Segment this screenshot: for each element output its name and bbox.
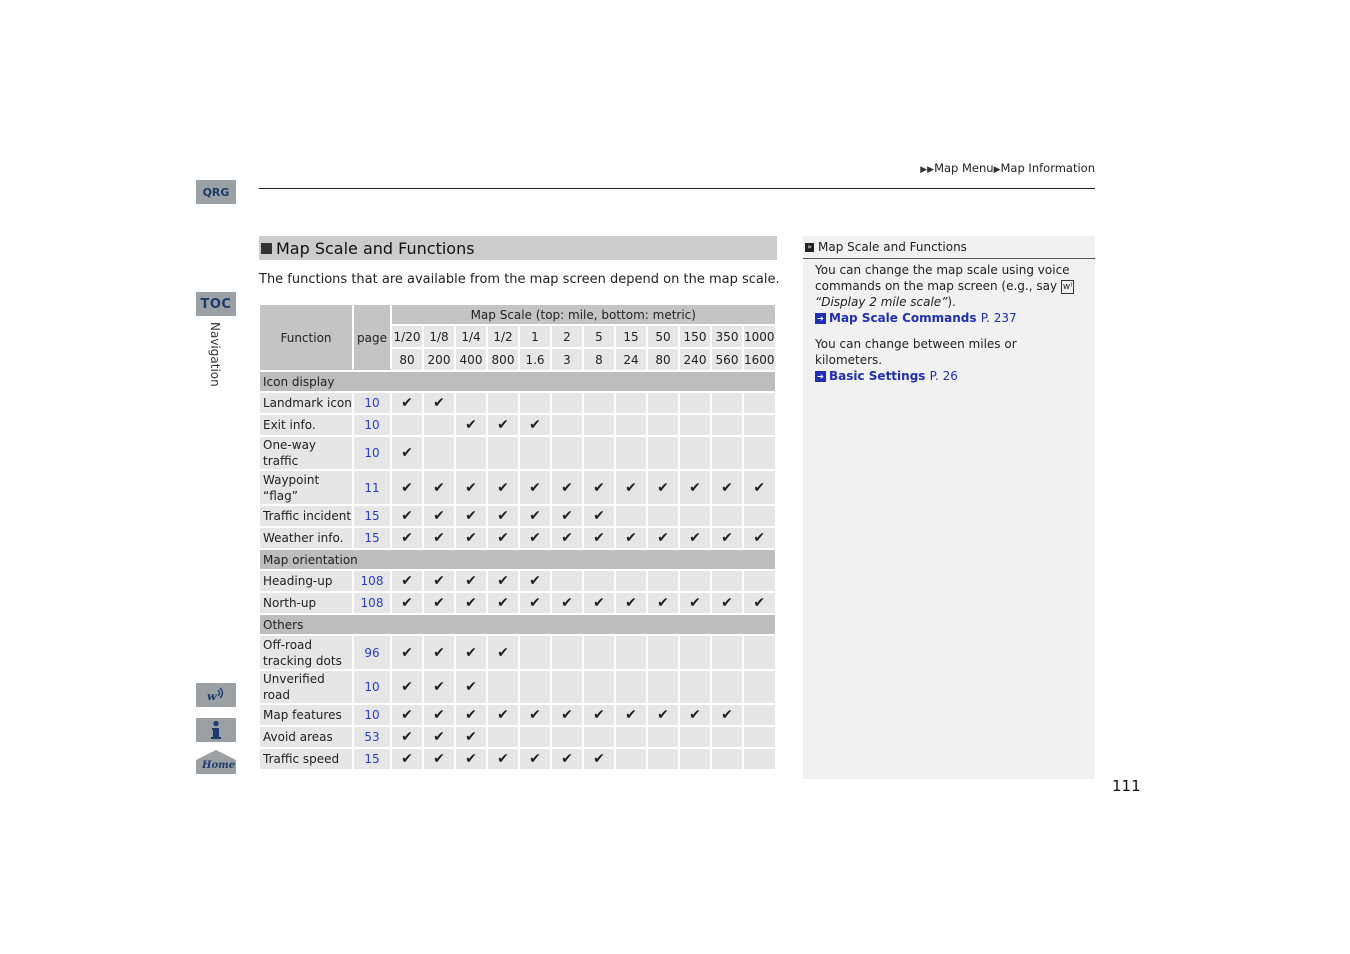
breadcrumb-arrow-icon: ▶ <box>993 165 1001 175</box>
function-name: North-up <box>260 593 352 613</box>
check-icon: ✔ <box>680 471 710 504</box>
check-icon: ✔ <box>520 705 550 725</box>
check-icon: ✔ <box>712 471 742 504</box>
empty-cell <box>712 415 742 435</box>
check-icon: ✔ <box>456 671 486 703</box>
link-arrow-icon: ➔ <box>815 313 826 324</box>
empty-cell <box>712 393 742 413</box>
check-icon: ✔ <box>424 727 454 747</box>
empty-cell <box>552 437 582 469</box>
breadcrumb-arrow-icon: ▶▶ <box>920 165 935 175</box>
breadcrumb <box>920 161 1095 175</box>
check-icon: ✔ <box>712 593 742 613</box>
check-icon: ✔ <box>392 471 422 504</box>
check-icon: ✔ <box>392 727 422 747</box>
breadcrumb-item-map-information[interactable]: Map Information <box>1000 161 1095 175</box>
check-icon: ✔ <box>424 506 454 526</box>
toc-label: TOC <box>200 296 232 312</box>
check-icon: ✔ <box>456 636 486 669</box>
empty-cell <box>488 727 518 747</box>
function-name: Traffic incident <box>260 506 352 526</box>
section-title: Map Scale and Functions <box>276 238 475 258</box>
empty-cell <box>616 671 646 703</box>
table-row <box>260 571 775 591</box>
check-icon: ✔ <box>520 593 550 613</box>
page-number: 111 <box>1112 777 1141 795</box>
check-icon: ✔ <box>520 528 550 548</box>
check-icon: ✔ <box>392 506 422 526</box>
check-icon: ✔ <box>392 749 422 769</box>
check-icon: ✔ <box>456 727 486 747</box>
check-icon: ✔ <box>552 749 582 769</box>
empty-cell <box>552 727 582 747</box>
check-icon: ✔ <box>744 471 775 504</box>
voice-command-icon: w⁾ <box>1062 281 1073 292</box>
check-icon: ✔ <box>520 415 550 435</box>
empty-cell <box>584 415 614 435</box>
empty-cell <box>616 437 646 469</box>
check-icon: ✔ <box>488 471 518 504</box>
function-name: Heading-up <box>260 571 352 591</box>
scale-metric-label: 1.6 <box>520 349 550 370</box>
empty-cell <box>648 393 678 413</box>
empty-cell <box>648 437 678 469</box>
function-name: Exit info. <box>260 415 352 435</box>
empty-cell <box>744 727 775 747</box>
check-icon: ✔ <box>488 506 518 526</box>
check-icon: ✔ <box>424 705 454 725</box>
check-icon: ✔ <box>552 593 582 613</box>
function-name: One-way traffic <box>260 437 352 469</box>
function-name: Traffic speed <box>260 749 352 769</box>
check-icon: ✔ <box>648 528 678 548</box>
check-icon: ✔ <box>584 528 614 548</box>
table-row <box>260 671 775 703</box>
scale-mile-label: 1/4 <box>456 326 486 347</box>
sidebar-p2-text: You can change between miles or kilometers. <box>815 337 1017 367</box>
check-icon: ✔ <box>520 506 550 526</box>
empty-cell <box>392 415 422 435</box>
empty-cell <box>648 571 678 591</box>
page-link[interactable]: 10 <box>354 415 390 435</box>
map-scale-table <box>258 303 777 771</box>
sidebar-p1-end: ). <box>947 295 956 309</box>
check-icon: ✔ <box>488 749 518 769</box>
check-icon: ✔ <box>584 593 614 613</box>
sidebar-p1-text: You can change the map scale using voice commands on the map screen (e.g., say <box>815 263 1070 293</box>
function-name: Off-road tracking dots <box>260 636 352 669</box>
empty-cell <box>712 727 742 747</box>
empty-cell <box>648 727 678 747</box>
empty-cell <box>488 671 518 703</box>
check-icon: ✔ <box>680 593 710 613</box>
function-name: Landmark icon <box>260 393 352 413</box>
empty-cell <box>680 571 710 591</box>
scale-mile-label: 1/20 <box>392 326 422 347</box>
section-intro: The functions that are available from the map screen depend on the map scale. <box>259 272 780 287</box>
scale-metric-label: 80 <box>648 349 678 370</box>
sidebar-header <box>803 236 1095 259</box>
note-icon: » <box>805 243 814 252</box>
scale-mile-label: 1/2 <box>488 326 518 347</box>
empty-cell <box>552 671 582 703</box>
empty-cell <box>520 393 550 413</box>
qrg-label: QRG <box>202 185 230 199</box>
check-icon: ✔ <box>392 671 422 703</box>
map-scale-header: Map Scale (top: mile, bottom: metric) <box>392 305 775 324</box>
check-icon: ✔ <box>552 506 582 526</box>
empty-cell <box>520 727 550 747</box>
sidebar-paragraph-1 <box>815 262 1085 326</box>
link1-label: Map Scale Commands <box>829 311 977 325</box>
check-icon: ✔ <box>424 528 454 548</box>
table-row <box>260 727 775 747</box>
check-icon: ✔ <box>392 593 422 613</box>
info-tab[interactable] <box>196 718 236 742</box>
scale-metric-label: 24 <box>616 349 646 370</box>
home-tab[interactable] <box>196 750 236 774</box>
check-icon: ✔ <box>456 749 486 769</box>
empty-cell <box>680 437 710 469</box>
empty-cell <box>744 415 775 435</box>
group-header: Map orientation <box>260 550 775 569</box>
empty-cell <box>584 636 614 669</box>
section-header <box>259 236 777 260</box>
empty-cell <box>616 393 646 413</box>
empty-cell <box>712 506 742 526</box>
check-icon: ✔ <box>488 528 518 548</box>
check-icon: ✔ <box>456 415 486 435</box>
check-icon: ✔ <box>392 636 422 669</box>
check-icon: ✔ <box>424 593 454 613</box>
check-icon: ✔ <box>744 528 775 548</box>
empty-cell <box>584 671 614 703</box>
empty-cell <box>648 506 678 526</box>
page-link[interactable]: 108 <box>354 571 390 591</box>
table-row <box>260 528 775 548</box>
page-link[interactable]: 96 <box>354 636 390 669</box>
function-header: Function <box>260 305 352 370</box>
page-link[interactable]: 10 <box>354 393 390 413</box>
scale-mile-label: 2 <box>552 326 582 347</box>
group-header: Others <box>260 615 775 634</box>
check-icon: ✔ <box>712 705 742 725</box>
scale-mile-label: 5 <box>584 326 614 347</box>
svg-text:w: w <box>207 690 217 703</box>
empty-cell <box>744 671 775 703</box>
info-icon <box>209 720 223 740</box>
empty-cell <box>680 727 710 747</box>
empty-cell <box>616 506 646 526</box>
check-icon: ✔ <box>392 571 422 591</box>
empty-cell <box>744 705 775 725</box>
empty-cell <box>424 415 454 435</box>
page-link[interactable]: 10 <box>354 705 390 725</box>
page-link[interactable]: 10 <box>354 437 390 469</box>
empty-cell <box>680 415 710 435</box>
check-icon: ✔ <box>616 528 646 548</box>
scale-metric-label: 240 <box>680 349 710 370</box>
check-icon: ✔ <box>456 506 486 526</box>
scale-metric-label: 560 <box>712 349 742 370</box>
toc-tab[interactable] <box>196 292 236 316</box>
empty-cell <box>648 415 678 435</box>
scale-mile-label: 50 <box>648 326 678 347</box>
check-icon: ✔ <box>520 571 550 591</box>
sidebar-note <box>803 236 1095 779</box>
check-icon: ✔ <box>392 528 422 548</box>
check-icon: ✔ <box>648 705 678 725</box>
page-link[interactable]: 15 <box>354 506 390 526</box>
check-icon: ✔ <box>584 471 614 504</box>
scale-mile-label: 1000 <box>744 326 775 347</box>
scale-metric-label: 8 <box>584 349 614 370</box>
page-header: page <box>354 305 390 370</box>
check-icon: ✔ <box>456 571 486 591</box>
check-icon: ✔ <box>680 705 710 725</box>
empty-cell <box>584 727 614 747</box>
empty-cell <box>616 415 646 435</box>
empty-cell <box>552 393 582 413</box>
empty-cell <box>744 437 775 469</box>
scale-metric-label: 1600 <box>744 349 775 370</box>
function-name: Avoid areas <box>260 727 352 747</box>
empty-cell <box>712 749 742 769</box>
empty-cell <box>712 671 742 703</box>
empty-cell <box>424 437 454 469</box>
check-icon: ✔ <box>712 528 742 548</box>
empty-cell <box>744 506 775 526</box>
empty-cell <box>616 571 646 591</box>
empty-cell <box>680 506 710 526</box>
check-icon: ✔ <box>424 749 454 769</box>
header-rule <box>259 188 1095 189</box>
sidebar-paragraph-2 <box>815 336 1085 384</box>
scale-metric-label: 80 <box>392 349 422 370</box>
link2-page: P. 26 <box>929 369 958 383</box>
empty-cell <box>680 393 710 413</box>
check-icon: ✔ <box>424 393 454 413</box>
check-icon: ✔ <box>584 506 614 526</box>
section-square-icon <box>261 243 272 254</box>
link2-label: Basic Settings <box>829 369 926 383</box>
check-icon: ✔ <box>584 705 614 725</box>
function-name: Unverified road <box>260 671 352 703</box>
check-icon: ✔ <box>424 671 454 703</box>
group-header: Icon display <box>260 372 775 391</box>
check-icon: ✔ <box>616 471 646 504</box>
check-icon: ✔ <box>584 749 614 769</box>
empty-cell <box>616 636 646 669</box>
page-link[interactable]: 53 <box>354 727 390 747</box>
empty-cell <box>648 749 678 769</box>
check-icon: ✔ <box>648 593 678 613</box>
empty-cell <box>744 571 775 591</box>
check-icon: ✔ <box>456 528 486 548</box>
sidebar-title: Map Scale and Functions <box>818 240 967 254</box>
home-icon <box>196 750 236 774</box>
page-link[interactable]: 11 <box>354 471 390 504</box>
check-icon: ✔ <box>520 471 550 504</box>
check-icon: ✔ <box>552 528 582 548</box>
scale-metric-label: 800 <box>488 349 518 370</box>
empty-cell <box>712 636 742 669</box>
link1-page: P. 237 <box>980 311 1017 325</box>
empty-cell <box>744 636 775 669</box>
table-row <box>260 393 775 413</box>
table-row <box>260 749 775 769</box>
scale-mile-label: 1/8 <box>424 326 454 347</box>
page-link[interactable]: 108 <box>354 593 390 613</box>
sidebar-p1-quote: “Display 2 mile scale” <box>815 295 948 309</box>
table-row <box>260 437 775 469</box>
check-icon: ✔ <box>488 415 518 435</box>
scale-mile-label: 15 <box>616 326 646 347</box>
check-icon: ✔ <box>392 705 422 725</box>
check-icon: ✔ <box>616 705 646 725</box>
table-row <box>260 593 775 613</box>
empty-cell <box>520 636 550 669</box>
check-icon: ✔ <box>424 571 454 591</box>
empty-cell <box>488 393 518 413</box>
home-label: Home <box>202 760 236 771</box>
empty-cell <box>616 749 646 769</box>
section-side-label: Navigation <box>208 322 222 387</box>
function-name: Weather info. <box>260 528 352 548</box>
scale-metric-label: 3 <box>552 349 582 370</box>
breadcrumb-item-map-menu[interactable]: Map Menu <box>934 161 994 175</box>
table-row <box>260 415 775 435</box>
empty-cell <box>648 671 678 703</box>
empty-cell <box>712 571 742 591</box>
voice-command-tab[interactable] <box>196 683 236 707</box>
empty-cell <box>488 437 518 469</box>
check-icon: ✔ <box>456 471 486 504</box>
check-icon: ✔ <box>520 749 550 769</box>
empty-cell <box>744 749 775 769</box>
table-row <box>260 705 775 725</box>
voice-command-icon <box>206 686 226 704</box>
page-link[interactable]: 15 <box>354 528 390 548</box>
check-icon: ✔ <box>648 471 678 504</box>
check-icon: ✔ <box>424 471 454 504</box>
table-row <box>260 636 775 669</box>
empty-cell <box>712 437 742 469</box>
check-icon: ✔ <box>616 593 646 613</box>
empty-cell <box>584 571 614 591</box>
empty-cell <box>552 571 582 591</box>
empty-cell <box>584 393 614 413</box>
page-link[interactable]: 15 <box>354 749 390 769</box>
map-scale-commands-link[interactable] <box>815 311 1017 325</box>
link-arrow-icon: ➔ <box>815 371 826 382</box>
empty-cell <box>552 636 582 669</box>
empty-cell <box>584 437 614 469</box>
check-icon: ✔ <box>552 705 582 725</box>
check-icon: ✔ <box>488 593 518 613</box>
empty-cell <box>520 437 550 469</box>
empty-cell <box>680 749 710 769</box>
empty-cell <box>616 727 646 747</box>
qrg-tab[interactable] <box>196 180 236 204</box>
empty-cell <box>744 393 775 413</box>
check-icon: ✔ <box>456 593 486 613</box>
scale-mile-label: 1 <box>520 326 550 347</box>
check-icon: ✔ <box>488 636 518 669</box>
check-icon: ✔ <box>680 528 710 548</box>
empty-cell <box>680 671 710 703</box>
check-icon: ✔ <box>392 393 422 413</box>
table-row <box>260 506 775 526</box>
check-icon: ✔ <box>488 705 518 725</box>
empty-cell <box>520 671 550 703</box>
table-row <box>260 471 775 504</box>
scale-metric-label: 200 <box>424 349 454 370</box>
empty-cell <box>456 437 486 469</box>
check-icon: ✔ <box>552 471 582 504</box>
scale-mile-label: 350 <box>712 326 742 347</box>
empty-cell <box>552 415 582 435</box>
check-icon: ✔ <box>424 636 454 669</box>
function-name: Waypoint “flag” <box>260 471 352 504</box>
empty-cell <box>680 636 710 669</box>
check-icon: ✔ <box>456 705 486 725</box>
scale-mile-label: 150 <box>680 326 710 347</box>
check-icon: ✔ <box>392 437 422 469</box>
empty-cell <box>648 636 678 669</box>
function-name: Map features <box>260 705 352 725</box>
scale-metric-label: 400 <box>456 349 486 370</box>
check-icon: ✔ <box>744 593 775 613</box>
check-icon: ✔ <box>488 571 518 591</box>
basic-settings-link[interactable] <box>815 369 958 383</box>
page-link[interactable]: 10 <box>354 671 390 703</box>
empty-cell <box>456 393 486 413</box>
